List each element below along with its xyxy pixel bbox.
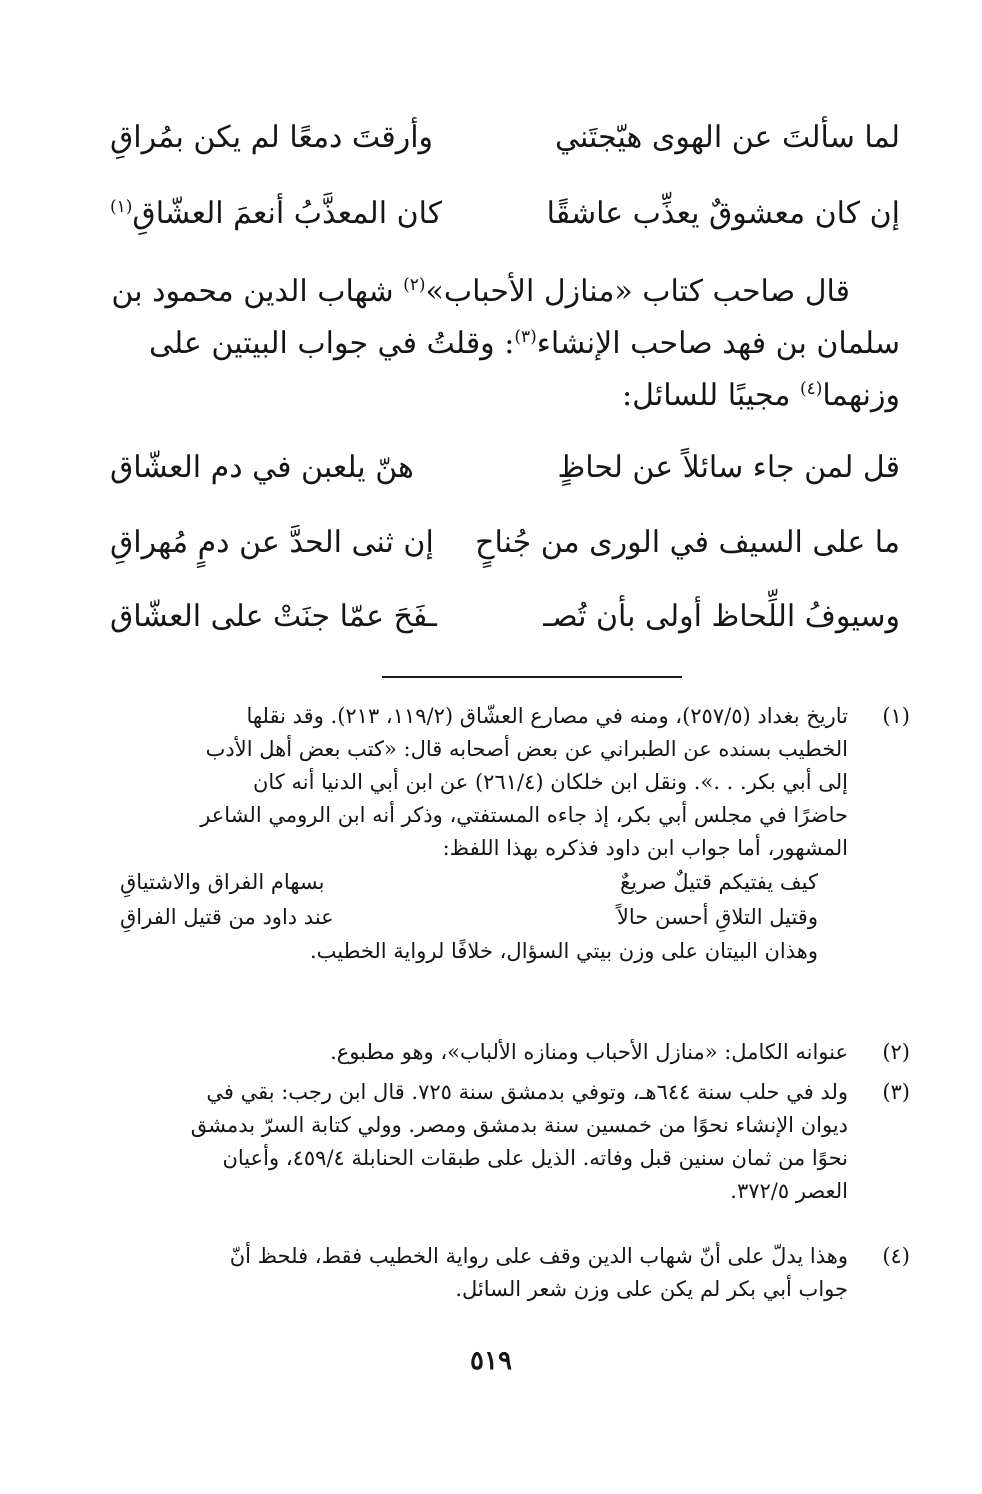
- verse-second-hemistich: عند داود من قتيل الفراقِ: [120, 905, 334, 929]
- prose-text: : وقلتُ في جواب البيتين على: [148, 326, 515, 361]
- poem-couplet: [110, 589, 900, 645]
- prose-line: [100, 266, 900, 318]
- footnote-line: حاضرًا في مجلس أبي بكر، إذ جاءه المستفتي، وذكر أنه ابن الرومي الشاعر: [200, 803, 848, 827]
- verse-first-hemistich: وقتيل التلاقِ أحسن حالاً: [616, 905, 818, 929]
- prose-line: [100, 318, 900, 370]
- footnote-number: (٢): [882, 1040, 910, 1064]
- verse-first-hemistich: لما سألتَ عن الهوى هيّجتَني: [554, 120, 900, 155]
- verse-second-hemistich-with-note: [110, 186, 442, 242]
- footnote-body: [100, 1036, 848, 1069]
- verse-second-hemistich: ـفَحَ عمّا جنَتْ على العشّاق: [110, 599, 437, 634]
- verse-first-hemistich: وسيوفُ اللِّحاظ أولى بأن تُصـ: [543, 599, 900, 634]
- footnote-line: المشهور، أما جواب ابن داود فذكره بهذا اللفظ:: [442, 836, 848, 860]
- poem-couplet: [110, 440, 900, 496]
- prose-text: قال صاحب كتاب «منازل الأحباب»: [425, 274, 850, 309]
- poem-couplet: [110, 515, 900, 571]
- footnote-line: الخطيب بسنده عن الطبراني عن بعض أصحابه قال: «كتب بعض أهل الأدب: [205, 737, 848, 761]
- verse-first-hemistich: ما على السيف في الورى من جُناحٍ: [475, 525, 900, 560]
- prose-text: وزنهما: [822, 378, 900, 413]
- footnote-body: [100, 1076, 848, 1208]
- footnote-body: [100, 700, 848, 968]
- footnote-line: نحوًا من ثمان سنين قبل وفاته. الذيل على طبقات الحنابلة ٤٥٩/٤، وأعيان: [222, 1146, 848, 1170]
- poem-couplet: [110, 186, 900, 242]
- footnote-ref-1[interactable]: (١): [110, 197, 133, 217]
- footnote-1: [100, 700, 910, 968]
- footnote-ref-4[interactable]: (٤): [799, 379, 823, 399]
- footnote-ref-2[interactable]: (٢): [403, 275, 426, 295]
- footnote-line: وهذان البيتان على وزن بيتي السؤال، خلافًا لرواية الخطيب.: [309, 939, 818, 963]
- footnote-2: [100, 1036, 910, 1069]
- footnote-number: (١): [882, 704, 910, 728]
- footnote-line: العصر ٣٧٢/٥.: [730, 1179, 848, 1203]
- footnote-line: عنوانه الكامل: «منازل الأحباب ومنازه الألباب»، وهو مطبوع.: [330, 1040, 848, 1064]
- verse-text: كان المعذَّبُ أنعمَ العشّاقِ: [132, 196, 443, 231]
- footnote-line: ديوان الإنشاء نحوًا من خمسين سنة بدمشق ومصر. وولي كتابة السرّ بدمشق: [190, 1113, 848, 1137]
- verse-first-hemistich: كيف يفتيكم قتيلٌ صريعٌ: [620, 870, 818, 894]
- verse-first-hemistich: إن كان معشوقٌ يعذِّب عاشقًا: [546, 196, 900, 231]
- page-number: ٥١٩: [470, 1346, 512, 1376]
- poem-couplet: [110, 110, 900, 166]
- footnote-line: إلى أبي بكر. . .». ونقل ابن خلكان (٢٦١/٤) عن ابن أبي الدنيا أنه كان: [252, 770, 848, 794]
- footnote-body: [100, 1240, 848, 1306]
- footnote-verse: [100, 865, 818, 900]
- verse-second-hemistich: بسهام الفراق والاشتياقِ: [120, 870, 325, 894]
- footnote-line: تاريخ بغداد (٢٥٧/٥)، ومنه في مصارع العشّاق (١١٩/٢، ٢١٣). وقد نقلها: [246, 704, 848, 728]
- prose-paragraph: [100, 266, 900, 422]
- verse-second-hemistich: وأرقتَ دمعًا لم يكن بمُراقِ: [110, 120, 434, 155]
- footnote-verse: [100, 900, 818, 935]
- verse-second-hemistich: هنّ يلعبن في دم العشّاق: [110, 450, 414, 485]
- footnote-4: [100, 1240, 910, 1306]
- footnote-3: [100, 1076, 910, 1208]
- footnote-number: (٤): [882, 1244, 910, 1268]
- footnote-line: جواب أبي بكر لم يكن على وزن شعر السائل.: [455, 1277, 848, 1301]
- verse-first-hemistich: قل لمن جاء سائلاً عن لحاظٍ: [557, 450, 900, 485]
- footnote-number: (٣): [882, 1080, 910, 1104]
- footnote-separator: [382, 676, 682, 678]
- prose-line: [100, 370, 900, 422]
- prose-text: شهاب الدين محمود بن: [111, 274, 404, 309]
- prose-text: مجيبًا للسائل:: [622, 378, 800, 413]
- verse-second-hemistich: إن ثنى الحدَّ عن دمٍ مُهراقِ: [110, 525, 434, 560]
- footnote-ref-3[interactable]: (٣): [514, 327, 537, 347]
- prose-text: سلمان بن فهد صاحب الإنشاء: [536, 326, 900, 361]
- footnote-line: وهذا يدلّ على أنّ شهاب الدين وقف على رواية الخطيب فقط، فلحظ أنّ: [229, 1244, 848, 1268]
- footnote-line: ولد في حلب سنة ٦٤٤هـ، وتوفي بدمشق سنة ٧٢٥. قال ابن رجب: بقي في: [206, 1080, 848, 1104]
